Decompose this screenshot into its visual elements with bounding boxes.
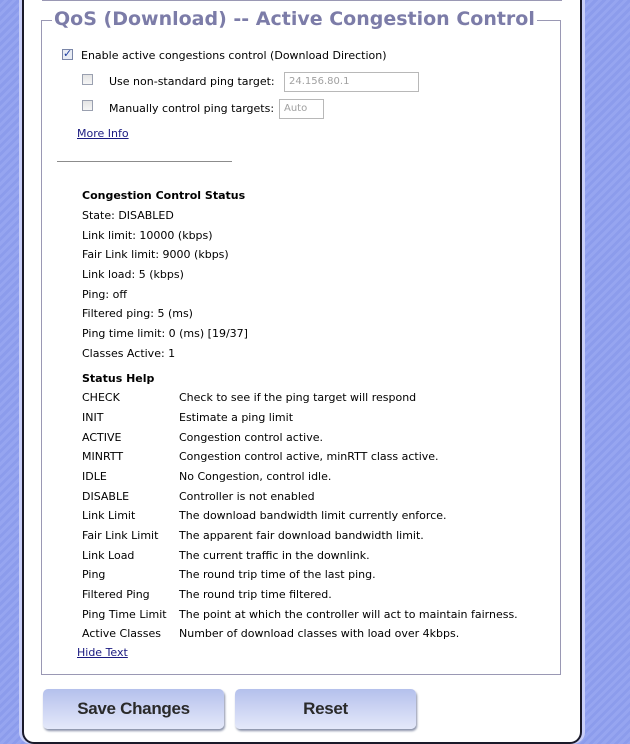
help-term: IDLE (82, 470, 107, 483)
help-term: Ping (82, 568, 106, 581)
help-heading: Status Help (82, 372, 155, 385)
divider (42, 0, 562, 1)
help-term: Fair Link Limit (82, 529, 159, 542)
help-desc: The current traffic in the downlink. (179, 549, 370, 562)
help-term: Link Limit (82, 509, 136, 522)
help-term: Link Load (82, 549, 135, 562)
status-filtered-ping: Filtered ping: 5 (ms) (82, 307, 193, 320)
help-desc: The download bandwidth limit currently enforce. (179, 509, 447, 522)
help-desc: Congestion control active, minRTT class active. (179, 450, 439, 463)
status-fair-link-limit: Fair Link limit: 9000 (kbps) (82, 248, 229, 261)
status-ping: Ping: off (82, 288, 127, 301)
help-desc: The point at which the controller will act to maintain fairness. (179, 608, 518, 621)
help-term: INIT (82, 411, 104, 424)
help-term: Filtered Ping (82, 588, 150, 601)
help-desc: No Congestion, control idle. (179, 470, 332, 483)
help-term: ACTIVE (82, 431, 122, 444)
status-heading: Congestion Control Status (82, 189, 246, 202)
separator (57, 161, 232, 162)
nonstandard-ping-label: Use non-standard ping target: (109, 75, 275, 88)
help-term: MINRTT (82, 450, 124, 463)
manual-ping-checkbox[interactable] (82, 100, 93, 111)
hide-text-link[interactable]: Hide Text (77, 646, 128, 659)
status-link-load: Link load: 5 (kbps) (82, 268, 184, 281)
help-desc: The round trip time filtered. (179, 588, 332, 601)
manual-ping-input[interactable]: Auto (279, 99, 324, 119)
more-info-link[interactable]: More Info (77, 127, 129, 140)
status-ping-time-limit: Ping time limit: 0 (ms) [19/37] (82, 327, 248, 340)
help-term: Ping Time Limit (82, 608, 167, 621)
help-desc: The round trip time of the last ping. (179, 568, 376, 581)
reset-button[interactable]: Reset (235, 689, 416, 729)
save-changes-button[interactable]: Save Changes (43, 689, 224, 729)
help-term: DISABLE (82, 490, 130, 503)
status-state: State: DISABLED (82, 209, 174, 222)
help-desc: Estimate a ping limit (179, 411, 294, 424)
status-classes-active: Classes Active: 1 (82, 347, 176, 360)
manual-ping-label: Manually control ping targets: (109, 102, 275, 115)
help-desc: The apparent fair download bandwidth limit. (179, 529, 424, 542)
help-desc: Controller is not enabled (179, 490, 315, 503)
help-term: CHECK (82, 391, 120, 404)
ping-target-input[interactable]: 24.156.80.1 (284, 72, 419, 92)
status-link-limit: Link limit: 10000 (kbps) (82, 229, 213, 242)
help-desc: Number of download classes with load over 4kbps. (179, 627, 460, 640)
section-title: QoS (Download) -- Active Congestion Control (54, 8, 535, 30)
enable-acc-label: Enable active congestions control (Download Direction) (81, 49, 387, 62)
enable-acc-checkbox[interactable] (62, 49, 73, 60)
help-desc: Check to see if the ping target will respond (179, 391, 417, 404)
help-term: Active Classes (82, 627, 161, 640)
nonstandard-ping-checkbox[interactable] (82, 74, 93, 85)
help-desc: Congestion control active. (179, 431, 323, 444)
